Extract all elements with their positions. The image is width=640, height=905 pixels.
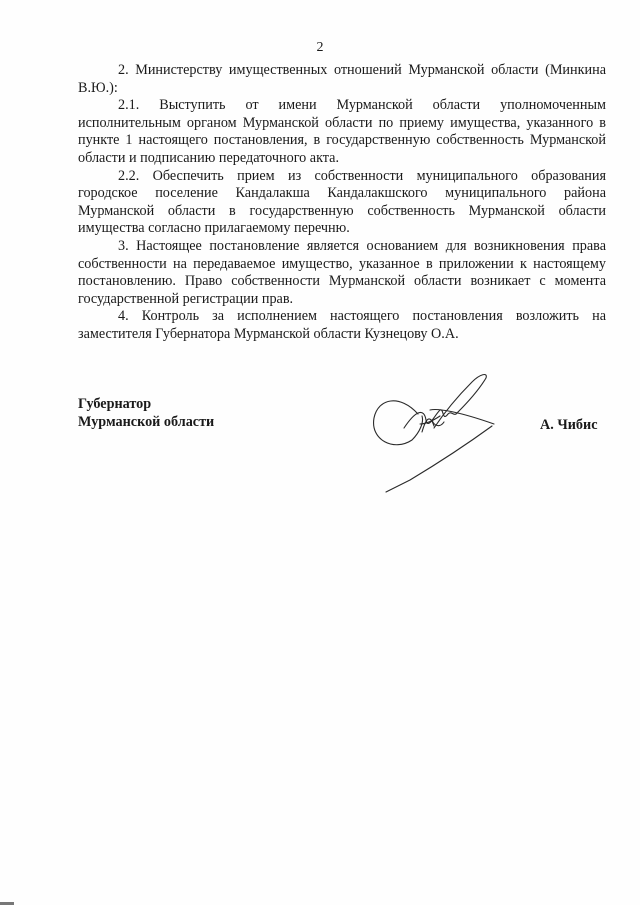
paragraph-3: 3. Настоящее постановление является основанием для возникновения права собственности на передаваемое имущество, указанное в приложении к настоящему постановлению. Право собственности Мурманской области возникает с момента государственной регистрации прав. [78,237,606,307]
signer-position-line1: Губернатор [78,396,152,412]
paragraph-2-2: 2.2. Обеспечить прием из собственности муниципального образования городское поселение Кандалакша Кандалакшского муниципального района Мурманской области в государственную собственность Мурманской области имущества согласно прилагаемому перечню. [78,167,606,237]
page-number: 2 [316,40,324,55]
document-body [78,62,606,344]
handwritten-signature [360,370,510,495]
signer-position-line2: Мурманской области [78,413,215,430]
paragraph-2: 2. Министерству имущественных отношений Мурманской области (Минкина В.Ю.): [78,62,606,96]
paragraph-2-1: 2.1. Выступить от имени Мурманской области уполномоченным исполнительным органом Мурманской области по приему имущества, указанного в пункте 1 настоящего постановления, в государственную собственность Мурманской области и подписанию передаточного акта. [78,97,606,166]
signer-position [78,396,214,431]
paragraph-4: 4. Контроль за исполнением настоящего постановления возложить на заместителя Губернатора Мурманской области Кузнецову О.А. [78,308,606,342]
signature-block [0,370,640,510]
signer-name: А. Чибис [540,417,598,433]
